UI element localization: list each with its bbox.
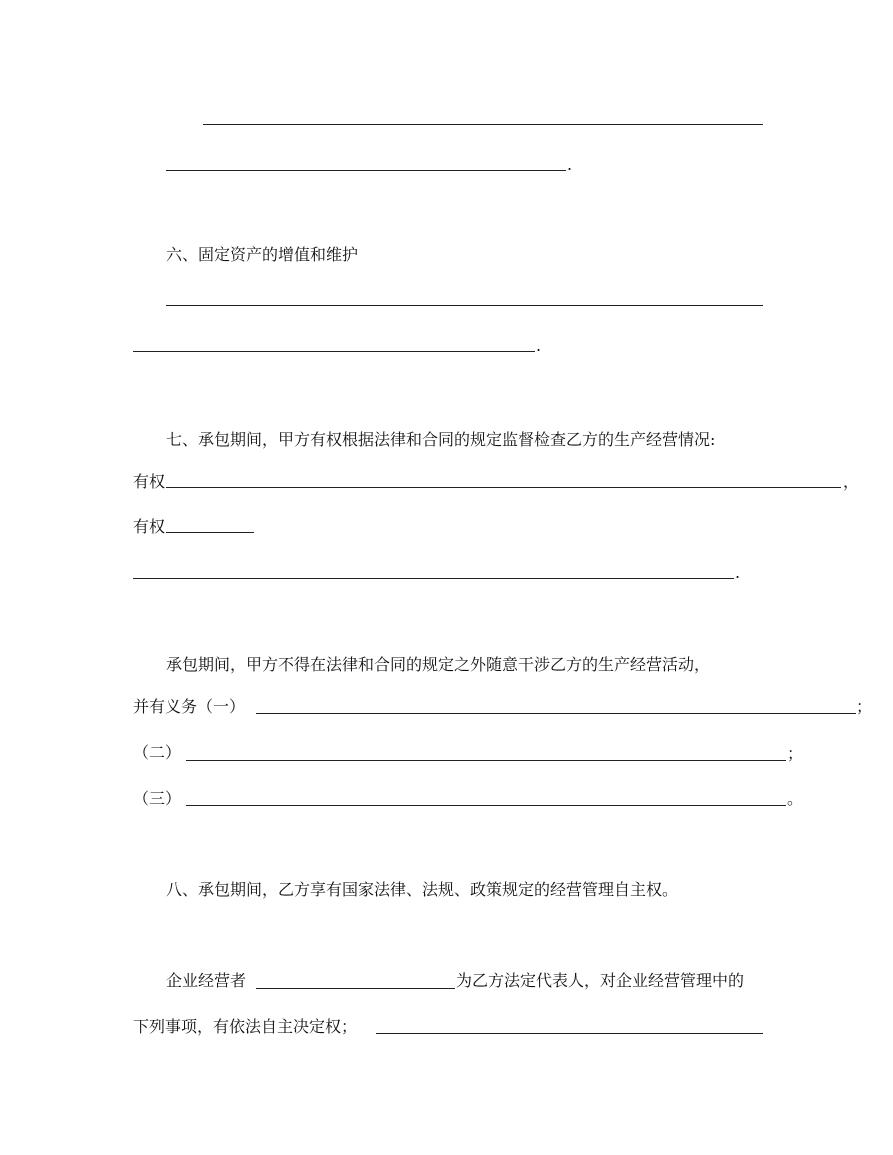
line-end-comma: ， <box>843 472 860 491</box>
blank-line[interactable] <box>186 805 786 806</box>
blank-line[interactable] <box>133 351 535 352</box>
blank-line[interactable] <box>186 760 786 761</box>
line-end-semicolon: ； <box>787 744 804 763</box>
operator-suffix: 为乙方法定代表人，对企业经营管理中的 <box>456 971 745 990</box>
section-7-intro: 七、承包期间，甲方有权根据法律和合同的规定监督检查乙方的生产经营情况: <box>166 430 716 449</box>
blank-line[interactable] <box>166 532 254 533</box>
blank-line[interactable] <box>166 305 763 306</box>
blank-line[interactable] <box>133 578 734 579</box>
blank-line[interactable] <box>203 124 763 125</box>
section-8-heading: 八、承包期间，乙方享有国家法律、法规、政策规定的经营管理自主权。 <box>166 880 679 899</box>
section-6-heading: 六、固定资产的增值和维护 <box>166 245 359 264</box>
duty-3-label: （三） <box>133 789 182 808</box>
blank-line[interactable] <box>166 487 841 488</box>
line-end-semicolon: ； <box>856 697 873 716</box>
line-end-full-stop: 。 <box>787 789 804 808</box>
blank-line[interactable] <box>376 1033 763 1034</box>
duty-2-label: （二） <box>133 743 182 762</box>
right-2-label: 有权 <box>133 517 166 536</box>
line-end-period: . <box>536 336 542 355</box>
section-7-para-2: 承包期间，甲方不得在法律和合同的规定之外随意干涉乙方的生产经营活动， <box>166 655 711 674</box>
line-end-period: . <box>567 155 573 174</box>
blank-line[interactable] <box>256 713 856 714</box>
right-1-label: 有权 <box>133 472 166 491</box>
blank-line[interactable] <box>166 170 566 171</box>
line-end-period: . <box>735 563 741 582</box>
duty-1-label: 并有义务（一） <box>133 697 246 716</box>
operator-label: 企业经营者 <box>166 971 247 990</box>
blank-line[interactable] <box>256 988 455 989</box>
decision-label: 下列事项，有依法自主决定权； <box>133 1017 358 1036</box>
